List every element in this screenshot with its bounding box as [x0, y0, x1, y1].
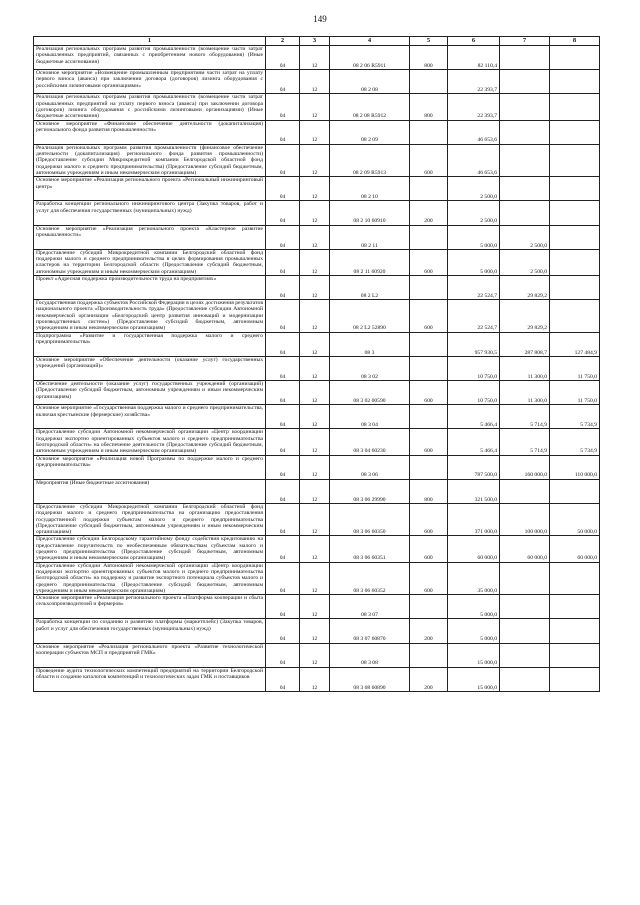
amount-year-2	[500, 144, 550, 176]
amount-year-3	[550, 619, 600, 643]
target-article-code: 08 2 09	[330, 120, 410, 144]
row-description: Реализация региональных программ развития промышленности (возмещение части затрат промышленных предприятий на уплату первого взноса (аванса) при заключении договора (договоров) лизинга оборудования с российскими лизинговыми организациями) (Иные бюджетные ассигнования)	[34, 94, 266, 120]
amount-year-1: 22 393,7	[448, 70, 500, 94]
subsection-code: 12	[300, 300, 330, 332]
expense-type-code: 200	[410, 667, 448, 691]
amount-year-2: 11 300,0	[500, 356, 550, 380]
amount-year-3	[550, 479, 600, 503]
table-row	[34, 536, 600, 562]
row-description: Предоставление субсидии Автономной некоммерческой организации «Центр координации поддержки экспортно ориентированных субъектов малого и среднего предпринимательства Белгородской области» на обеспечение деятельности (Предоставление субсидий бюджетным, автономным учреждениям и иным некоммерческим организациям)	[34, 429, 266, 455]
row-description: Основное мероприятие «Реализация регионального проекта «Платформа кооперации и сбыта сельхозпроизводителей и фермеров»	[34, 595, 266, 619]
row-description: Обеспечение деятельности (оказание услуг) государственных учреждений (организаций) (Предоставление субсидий бюджетным, автономным учреждениям и иным некоммерческим организациям)	[34, 381, 266, 405]
amount-year-2	[500, 46, 550, 70]
row-description: Основное мероприятие «Реализация регионального проекта «Региональный инжиниринговый центр»	[34, 177, 266, 201]
table-row	[34, 405, 600, 429]
expense-type-code: 600	[410, 429, 448, 455]
column-header: 7	[500, 37, 550, 46]
subsection-code: 12	[300, 479, 330, 503]
table-row	[34, 619, 600, 643]
amount-year-2: 100 000,0	[500, 503, 550, 535]
amount-year-2	[500, 595, 550, 619]
amount-year-3	[550, 70, 600, 94]
budget-table	[33, 36, 600, 692]
amount-year-2	[500, 70, 550, 94]
row-description: Проект «Адресная поддержка производительности труда на предприятиях»	[34, 275, 266, 299]
amount-year-3	[550, 595, 600, 619]
table-row	[34, 595, 600, 619]
expense-type-code	[410, 275, 448, 299]
amount-year-1: 15 000,0	[448, 667, 500, 691]
section-code: 04	[266, 455, 300, 479]
table-row	[34, 201, 600, 225]
target-article-code: 08 2 10 60910	[330, 201, 410, 225]
expense-type-code	[410, 595, 448, 619]
expense-type-code: 200	[410, 619, 448, 643]
expense-type-code	[410, 356, 448, 380]
section-code: 04	[266, 94, 300, 120]
table-row	[34, 144, 600, 176]
subsection-code: 12	[300, 225, 330, 249]
subsection-code: 12	[300, 177, 330, 201]
amount-year-2	[500, 94, 550, 120]
amount-year-1: 15 000,0	[448, 643, 500, 667]
amount-year-2: 2 500,0	[500, 225, 550, 249]
amount-year-1: 46 653,6	[448, 144, 500, 176]
target-article-code: 08 2 L2	[330, 275, 410, 299]
subsection-code: 12	[300, 70, 330, 94]
expense-type-code: 800	[410, 479, 448, 503]
amount-year-1: 5 466,4	[448, 405, 500, 429]
amount-year-1: 787 500,0	[448, 455, 500, 479]
column-header: 6	[448, 37, 500, 46]
row-description: Реализация региональных программ развития промышленности (возмещение части затрат промышленных предприятий, связанных с приобретением нового оборудования) (Иные бюджетные ассигнования)	[34, 46, 266, 70]
subsection-code: 12	[300, 201, 330, 225]
subsection-code: 12	[300, 120, 330, 144]
expense-type-code: 600	[410, 249, 448, 275]
amount-year-3	[550, 249, 600, 275]
amount-year-2	[500, 177, 550, 201]
target-article-code: 08 3 04	[330, 405, 410, 429]
table-row	[34, 70, 600, 94]
row-description: Государственная поддержка субъектов Российской Федерации в целях достижения результатов национального проекта «Производительность труда» (Предоставление субсидии Автономной некоммерческой организации «Белгородский центр развития инноваций и модернизации производственных систем») (Предоставление субсидий бюджетным, автономным учреждениям и иным некоммерческим организациям)	[34, 300, 266, 332]
row-description: Предоставление субсидий Микрокредитной компании Белгородский областной фонд поддержки малого и среднего предпринимательства в целях формирования промышленных кластеров на территории Белгородской области (Предоставление субсидий бюджетным, автономным учреждениям и иным некоммерческим организациям)	[34, 249, 266, 275]
subsection-code: 12	[300, 405, 330, 429]
row-description: Основное мероприятие «Возмещение промышленным предприятиям части затрат на уплату первого взноса (аванса) при заключении договора (договоров) лизинга оборудования с российскими лизинговыми организациями»	[34, 70, 266, 94]
table-row	[34, 429, 600, 455]
table-row	[34, 275, 600, 299]
amount-year-1: 46 653,6	[448, 120, 500, 144]
amount-year-1: 35 000,0	[448, 562, 500, 594]
amount-year-3: 11 750,0	[550, 356, 600, 380]
expense-type-code: 800	[410, 94, 448, 120]
row-description: Подпрограмма «Развитие и государственная поддержка малого и среднего предпринимательства»	[34, 332, 266, 356]
subsection-code: 12	[300, 643, 330, 667]
amount-year-2: 60 000,0	[500, 536, 550, 562]
target-article-code: 08 2 09 R5913	[330, 144, 410, 176]
expense-type-code	[410, 177, 448, 201]
row-description: Проведение аудита технологических компетенций предприятий на территории Белгородской области и создание каталогов компетенций и технологических задач ГМК и поставщиков	[34, 667, 266, 691]
amount-year-3	[550, 275, 600, 299]
subsection-code: 12	[300, 356, 330, 380]
amount-year-3	[550, 643, 600, 667]
table-row	[34, 46, 600, 70]
column-header-row	[34, 37, 600, 46]
amount-year-2	[500, 479, 550, 503]
table-body	[34, 46, 600, 692]
amount-year-2: 11 300,0	[500, 381, 550, 405]
amount-year-3: 127 484,9	[550, 332, 600, 356]
amount-year-1: 5 466,4	[448, 429, 500, 455]
amount-year-3	[550, 177, 600, 201]
expense-type-code: 600	[410, 562, 448, 594]
amount-year-3: 50 000,0	[550, 503, 600, 535]
amount-year-2: 5 714,9	[500, 429, 550, 455]
row-description: Основное мероприятие «Финансовое обеспечение деятельности (докапитализация) регионального фонда развития промышленности»	[34, 120, 266, 144]
amount-year-2	[500, 667, 550, 691]
target-article-code: 08 2 10	[330, 177, 410, 201]
section-code: 04	[266, 667, 300, 691]
target-article-code: 08 3 06	[330, 455, 410, 479]
subsection-code: 12	[300, 144, 330, 176]
section-code: 04	[266, 503, 300, 535]
section-code: 04	[266, 300, 300, 332]
expense-type-code: 600	[410, 381, 448, 405]
amount-year-2: 160 000,0	[500, 455, 550, 479]
table-row	[34, 300, 600, 332]
amount-year-3	[550, 120, 600, 144]
expense-type-code: 600	[410, 503, 448, 535]
target-article-code: 08 3 02 00590	[330, 381, 410, 405]
table-row	[34, 249, 600, 275]
amount-year-2	[500, 643, 550, 667]
expense-type-code	[410, 643, 448, 667]
amount-year-3	[550, 94, 600, 120]
target-article-code: 08 2 06 R5911	[330, 46, 410, 70]
column-header: 1	[34, 37, 266, 46]
amount-year-2	[500, 619, 550, 643]
amount-year-2	[500, 562, 550, 594]
amount-year-3	[550, 300, 600, 332]
subsection-code: 12	[300, 667, 330, 691]
expense-type-code	[410, 70, 448, 94]
target-article-code: 08 2 08 R5912	[330, 94, 410, 120]
expense-type-code	[410, 332, 448, 356]
expense-type-code: 600	[410, 300, 448, 332]
expense-type-code	[410, 225, 448, 249]
subsection-code: 12	[300, 455, 330, 479]
section-code: 04	[266, 46, 300, 70]
amount-year-1: 5 000,0	[448, 249, 500, 275]
amount-year-2: 2 500,0	[500, 249, 550, 275]
amount-year-1: 82 110,4	[448, 46, 500, 70]
amount-year-2: 287 808,7	[500, 332, 550, 356]
section-code: 04	[266, 275, 300, 299]
amount-year-1: 5 000,0	[448, 225, 500, 249]
table-row	[34, 381, 600, 405]
amount-year-3	[550, 225, 600, 249]
amount-year-1: 2 500,0	[448, 177, 500, 201]
column-header: 5	[410, 37, 448, 46]
amount-year-1: 22 524,7	[448, 275, 500, 299]
expense-type-code	[410, 455, 448, 479]
target-article-code: 08 3 06 60352	[330, 562, 410, 594]
row-description: Предоставление субсидии Микрокредитной компании Белгородский областной фонд поддержки малого и среднего предпринимательства на организацию предоставления государственной поддержки субъектам малого и среднего предпринимательства (Предоставление субсидий бюджетным, автономным учреждениям и иным некоммерческим организациям)	[34, 503, 266, 535]
amount-year-3: 11 750,0	[550, 381, 600, 405]
amount-year-1: 10 750,0	[448, 381, 500, 405]
row-description: Основное мероприятие «Реализация регионального проекта «Кластерное развитие промышленности»	[34, 225, 266, 249]
table-row	[34, 225, 600, 249]
target-article-code: 08 3 02	[330, 356, 410, 380]
section-code: 04	[266, 479, 300, 503]
subsection-code: 12	[300, 595, 330, 619]
row-description: Основное мероприятие «Реализация новой Программы по поддержке малого и среднего предпринимательства»	[34, 455, 266, 479]
subsection-code: 12	[300, 381, 330, 405]
target-article-code: 08 3 06 60350	[330, 503, 410, 535]
column-header: 8	[550, 37, 600, 46]
column-header: 4	[330, 37, 410, 46]
row-description: Разработка концепции регионального инжинирингового центра (Закупка товаров, работ и услуг для обеспечения государственных (муниципальных) нужд)	[34, 201, 266, 225]
section-code: 04	[266, 144, 300, 176]
amount-year-3	[550, 201, 600, 225]
section-code: 04	[266, 429, 300, 455]
row-description: Основное мероприятие «Реализация регионального проекта «Развитие технологической кооперации субъектов МСП и предприятий ГМК»	[34, 643, 266, 667]
section-code: 04	[266, 643, 300, 667]
section-code: 04	[266, 356, 300, 380]
target-article-code: 08 3 06 29990	[330, 479, 410, 503]
table-row	[34, 332, 600, 356]
section-code: 04	[266, 595, 300, 619]
row-description: Предоставление субсидии Белгородскому гарантийному фонду содействия кредитованию на предоставление поручительств по необеспеченным обязательствам субъектам малого и среднего предпринимательства (Предоставление субсидий бюджетным, автономным учреждениям и иным некоммерческим организациям)	[34, 536, 266, 562]
target-article-code: 08 3 06 60351	[330, 536, 410, 562]
amount-year-3	[550, 144, 600, 176]
amount-year-3	[550, 562, 600, 594]
amount-year-2: 5 714,9	[500, 405, 550, 429]
table-row	[34, 177, 600, 201]
table-row	[34, 503, 600, 535]
subsection-code: 12	[300, 619, 330, 643]
target-article-code: 08 2 08	[330, 70, 410, 94]
table-row	[34, 356, 600, 380]
subsection-code: 12	[300, 562, 330, 594]
expense-type-code: 800	[410, 46, 448, 70]
expense-type-code: 200	[410, 201, 448, 225]
subsection-code: 12	[300, 275, 330, 299]
amount-year-1: 321 500,0	[448, 479, 500, 503]
target-article-code: 08 3 04 60230	[330, 429, 410, 455]
amount-year-1: 5 000,0	[448, 595, 500, 619]
target-article-code: 08 3 08 60890	[330, 667, 410, 691]
section-code: 04	[266, 70, 300, 94]
amount-year-3: 5 734,9	[550, 429, 600, 455]
subsection-code: 12	[300, 503, 330, 535]
expense-type-code	[410, 120, 448, 144]
subsection-code: 12	[300, 536, 330, 562]
target-article-code: 08 3 07	[330, 595, 410, 619]
row-description: Разработка концепции по созданию и развитию платформы (маркетплейс) (Закупка товаров, работ и услуг для обеспечения государственных (муниципальных) нужд)	[34, 619, 266, 643]
subsection-code: 12	[300, 332, 330, 356]
table-row	[34, 455, 600, 479]
row-description: Мероприятия (Иные бюджетные ассигнования)	[34, 479, 266, 503]
section-code: 04	[266, 201, 300, 225]
target-article-code: 08 3 07 60870	[330, 619, 410, 643]
amount-year-1: 2 500,0	[448, 201, 500, 225]
target-article-code: 08 2 L2 52890	[330, 300, 410, 332]
section-code: 04	[266, 225, 300, 249]
amount-year-1: 5 000,0	[448, 619, 500, 643]
table-row	[34, 120, 600, 144]
subsection-code: 12	[300, 429, 330, 455]
row-description: Основное мероприятие «Обеспечение деятельности (оказание услуг) государственных учреждений (организаций)»	[34, 356, 266, 380]
section-code: 04	[266, 381, 300, 405]
section-code: 04	[266, 536, 300, 562]
page-number: 149	[313, 14, 327, 24]
column-header: 3	[300, 37, 330, 46]
section-code: 04	[266, 619, 300, 643]
expense-type-code: 600	[410, 536, 448, 562]
subsection-code: 12	[300, 46, 330, 70]
amount-year-3	[550, 46, 600, 70]
amount-year-2: 29 829,2	[500, 300, 550, 332]
row-description: Предоставление субсидии Автономной некоммерческой организации «Центр координации поддержки экспортно ориентированных субъектов малого и среднего предпринимательства Белгородской области» на поддержку и развитие экспортного потенциала субъектов малого и среднего предпринимательства (Предоставление субсидий бюджетным, автономным учреждениям и иным некоммерческим организациям)	[34, 562, 266, 594]
amount-year-2	[500, 120, 550, 144]
table-row	[34, 667, 600, 691]
section-code: 04	[266, 177, 300, 201]
amount-year-3: 5 734,9	[550, 405, 600, 429]
table-row	[34, 562, 600, 594]
amount-year-1: 60 000,0	[448, 536, 500, 562]
amount-year-1: 22 393,7	[448, 94, 500, 120]
table-row	[34, 479, 600, 503]
target-article-code: 08 3 08	[330, 643, 410, 667]
table-row	[34, 643, 600, 667]
target-article-code: 08 3	[330, 332, 410, 356]
amount-year-1: 371 000,0	[448, 503, 500, 535]
section-code: 04	[266, 120, 300, 144]
row-description: Основное мероприятие «Государственная поддержка малого и среднего предпринимательства, включая крестьянские (фермерские) хозяйства»	[34, 405, 266, 429]
amount-year-2: 29 829,2	[500, 275, 550, 299]
subsection-code: 12	[300, 249, 330, 275]
amount-year-3	[550, 667, 600, 691]
column-header: 2	[266, 37, 300, 46]
subsection-code: 12	[300, 94, 330, 120]
section-code: 04	[266, 562, 300, 594]
target-article-code: 08 2 11 60920	[330, 249, 410, 275]
amount-year-1: 10 750,0	[448, 356, 500, 380]
table-row	[34, 94, 600, 120]
section-code: 04	[266, 332, 300, 356]
expense-type-code: 600	[410, 144, 448, 176]
amount-year-1: 957 930,5	[448, 332, 500, 356]
amount-year-2	[500, 201, 550, 225]
amount-year-3: 60 000,0	[550, 536, 600, 562]
row-description: Реализация региональных программ развития промышленности (финансовое обеспечение деятельности (докапитализация) регионального фонда развития промышленности) (Предоставление субсидии Микрокредитной компании Белгородской областной фонд поддержки малого и среднего предпринимательства) (Предоставление субсидий бюджетным, автономным учреждениям и иным некоммерческим организациям)	[34, 144, 266, 176]
section-code: 04	[266, 249, 300, 275]
section-code: 04	[266, 405, 300, 429]
expense-type-code	[410, 405, 448, 429]
amount-year-3: 110 000,0	[550, 455, 600, 479]
target-article-code: 08 2 11	[330, 225, 410, 249]
amount-year-1: 22 524,7	[448, 300, 500, 332]
